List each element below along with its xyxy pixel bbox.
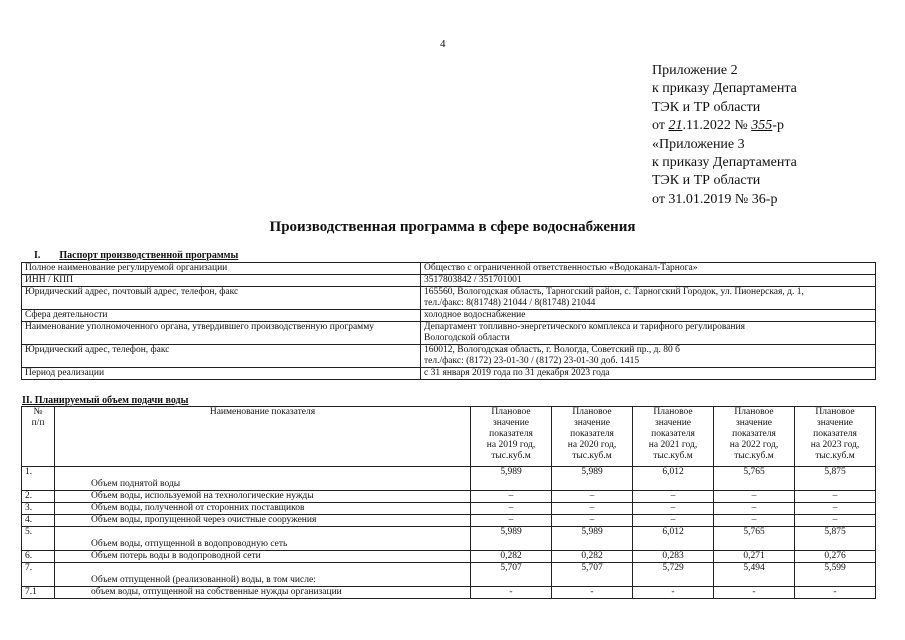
passport-value-line: тел./факс: (8172) 23-01-30 / (8172) 23-01-30 доб. 1415	[424, 356, 640, 366]
row-value: 5,989	[471, 527, 552, 551]
passport-key: ИНН / КПП	[22, 275, 421, 287]
passport-value	[421, 322, 876, 345]
row-value: 0,276	[795, 551, 876, 563]
order-number-handwritten: 355	[751, 118, 773, 134]
passport-value	[421, 368, 876, 380]
row-value: –	[633, 515, 714, 527]
row-value: -	[633, 587, 714, 599]
volume-row	[22, 467, 876, 491]
row-value: 5,707	[471, 563, 552, 587]
row-value: 5,707	[552, 563, 633, 587]
volume-row	[22, 515, 876, 527]
passport-row	[22, 263, 876, 275]
row-value: –	[552, 503, 633, 515]
section-1-title: Паспорт производственной программы	[59, 250, 239, 261]
row-value: 5,875	[795, 527, 876, 551]
passport-value-line: Вологодской области	[424, 333, 510, 343]
volume-row	[22, 491, 876, 503]
row-value: –	[552, 491, 633, 503]
row-number: 1.	[22, 467, 55, 491]
order-prefix: от	[652, 118, 665, 134]
row-number: 7.	[22, 563, 55, 587]
row-name: Объем воды, полученной от сторонних поставщиков	[55, 503, 471, 515]
col-header-2023: Плановое значение показателя на 2023 год, тыс.куб.м	[795, 407, 876, 467]
row-number: 7.1	[22, 587, 55, 599]
passport-key: Сфера деятельности	[22, 310, 421, 322]
volume-row	[22, 551, 876, 563]
document-title: Производственная программа в сфере водоснабжения	[269, 219, 636, 235]
passport-value-line: 160012, Вологодская область, г. Вологда, Советский пр., д. 80 б	[424, 345, 680, 355]
row-value: 5,729	[633, 563, 714, 587]
col-header-num: № п/п	[22, 407, 55, 467]
section-2-title: II. Планируемый объем подачи воды	[22, 395, 189, 406]
row-value: –	[714, 503, 795, 515]
row-value: 0,283	[633, 551, 714, 563]
row-value: 6,012	[633, 467, 714, 491]
col-header-2021: Плановое значение показателя на 2021 год, тыс.куб.м	[633, 407, 714, 467]
order-line	[652, 117, 797, 135]
row-value: –	[795, 491, 876, 503]
row-value: 5,989	[552, 467, 633, 491]
appendix-line: к приказу Департамента	[652, 155, 797, 171]
row-value: 0,282	[471, 551, 552, 563]
row-value: -	[552, 587, 633, 599]
row-value: 5,494	[714, 563, 795, 587]
appendix-block	[652, 62, 797, 209]
row-value: –	[795, 503, 876, 515]
row-name: Объем отпущенной (реализованной) воды, в том числе:	[55, 563, 471, 587]
appendix-line: от 31.01.2019 № 36-р	[652, 191, 778, 207]
passport-key: Полное наименование регулируемой организации	[22, 263, 421, 275]
passport-value	[421, 263, 876, 275]
appendix-line: «Приложение 3	[652, 136, 745, 152]
col-header-2019: Плановое значение показателя на 2019 год, тыс.куб.м	[471, 407, 552, 467]
passport-value	[421, 345, 876, 368]
passport-row	[22, 368, 876, 380]
row-name: Объем воды, отпущенной в водопроводную сеть	[55, 527, 471, 551]
passport-value-line: тел./факс: 8(81748) 21044 / 8(81748) 21044	[424, 298, 596, 308]
appendix-line: к приказу Департамента	[652, 81, 797, 97]
row-value: 0,271	[714, 551, 795, 563]
row-value: 5,599	[795, 563, 876, 587]
passport-row	[22, 322, 876, 345]
volume-row	[22, 527, 876, 551]
page-number: 4	[440, 38, 446, 50]
row-number: 6.	[22, 551, 55, 563]
row-number: 2.	[22, 491, 55, 503]
passport-value-line: холодное водоснабжение	[424, 310, 526, 320]
row-number: 4.	[22, 515, 55, 527]
row-value: –	[795, 515, 876, 527]
volume-table	[21, 406, 876, 599]
passport-table	[21, 262, 876, 380]
volume-header-row	[22, 407, 876, 467]
row-number: 5.	[22, 527, 55, 551]
order-suffix: -р	[772, 118, 784, 134]
row-value: 5,989	[552, 527, 633, 551]
row-value: 5,875	[795, 467, 876, 491]
row-value: 5,765	[714, 527, 795, 551]
order-mid: .11.2022 №	[682, 118, 748, 134]
volume-row	[22, 503, 876, 515]
appendix-line: ТЭК и ТР области	[652, 173, 761, 189]
passport-row	[22, 345, 876, 368]
row-value: -	[795, 587, 876, 599]
section-1-heading	[34, 250, 238, 261]
col-header-2022: Плановое значение показателя на 2022 год, тыс.куб.м	[714, 407, 795, 467]
row-name: Объем воды, пропущенной через очистные сооружения	[55, 515, 471, 527]
row-number: 3.	[22, 503, 55, 515]
col-header-name: Наименование показателя	[55, 407, 471, 467]
row-value: 5,765	[714, 467, 795, 491]
row-value: –	[471, 491, 552, 503]
appendix-line: Приложение 2	[652, 63, 738, 78]
passport-key: Наименование уполномоченного органа, утвердившего производственную программу	[22, 322, 421, 345]
passport-value-line: 3517803842 / 351701001	[424, 275, 522, 285]
row-value: –	[714, 515, 795, 527]
passport-value-line: с 31 января 2019 года по 31 декабря 2023 года	[424, 368, 610, 378]
passport-key: Период реализации	[22, 368, 421, 380]
passport-value	[421, 310, 876, 322]
row-value: –	[471, 503, 552, 515]
passport-row	[22, 287, 876, 310]
volume-row	[22, 587, 876, 599]
row-name: Объем воды, используемой на технологические нужды	[55, 491, 471, 503]
section-2-heading	[22, 395, 188, 406]
row-value: –	[633, 503, 714, 515]
row-value: –	[471, 515, 552, 527]
row-value: 5,989	[471, 467, 552, 491]
passport-value-line: Департамент топливно-энергетического комплекса и тарифного регулирования	[424, 322, 745, 332]
volume-row	[22, 563, 876, 587]
passport-value	[421, 275, 876, 287]
col-header-2020: Плановое значение показателя на 2020 год, тыс.куб.м	[552, 407, 633, 467]
row-value: 6,012	[633, 527, 714, 551]
passport-key: Юридический адрес, почтовый адрес, телефон, факс	[22, 287, 421, 310]
row-name: Объем поднятой воды	[55, 467, 471, 491]
passport-value-line: Общество с ограниченной ответственностью «Водоканал-Тарнога»	[424, 263, 698, 273]
appendix-line: ТЭК и ТР области	[652, 99, 761, 115]
passport-value-line: 165560, Вологодская область, Тарногский район, с. Тарногский Городок, ул. Пионерская, д. 1,	[424, 287, 804, 297]
row-value: –	[552, 515, 633, 527]
row-value: –	[633, 491, 714, 503]
passport-row	[22, 310, 876, 322]
row-value: 0,282	[552, 551, 633, 563]
row-value: -	[714, 587, 795, 599]
row-value: –	[714, 491, 795, 503]
passport-row	[22, 275, 876, 287]
passport-key: Юридический адрес, телефон, факс	[22, 345, 421, 368]
row-value: -	[471, 587, 552, 599]
order-day-handwritten: 21	[668, 118, 683, 134]
passport-value	[421, 287, 876, 310]
row-name: объем воды, отпущенной на собственные нужды организации	[55, 587, 471, 599]
section-1-number: I.	[34, 250, 41, 261]
row-name: Объем потерь воды в водопроводной сети	[55, 551, 471, 563]
